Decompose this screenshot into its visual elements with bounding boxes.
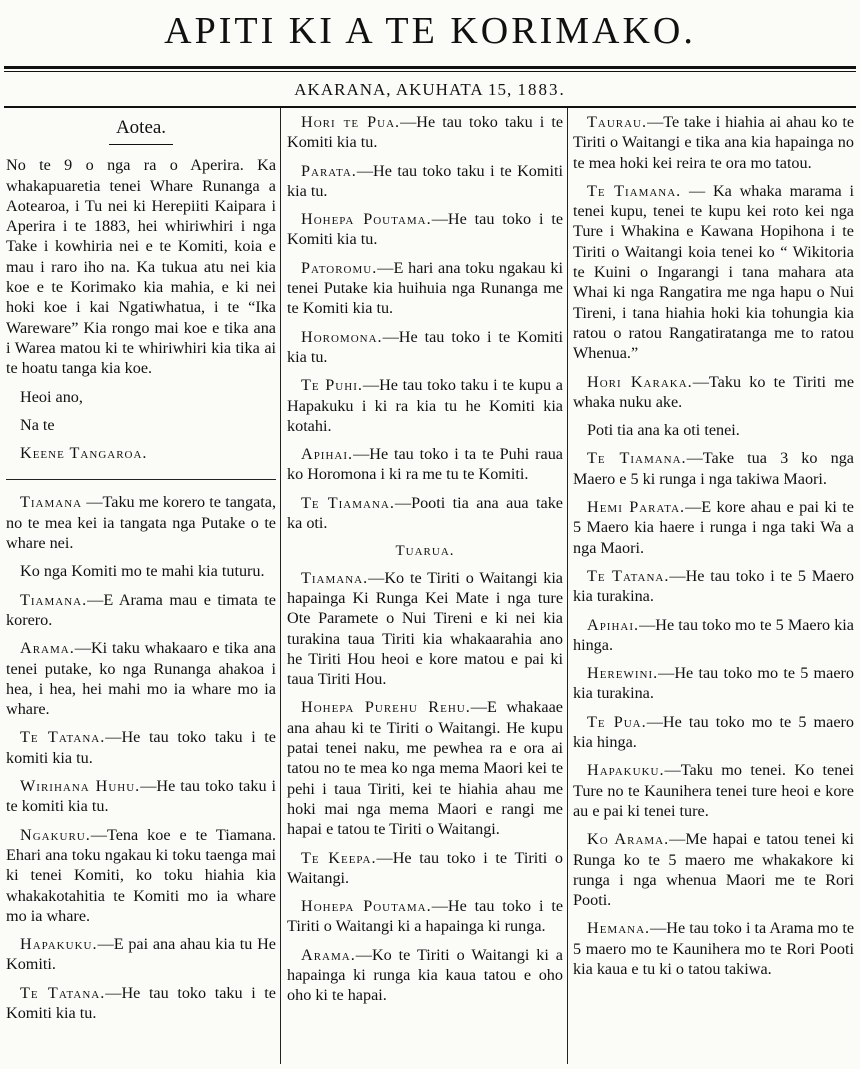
speaker-name: Horomona. (301, 327, 383, 346)
speech-text: —Take tua 3 ko nga Maero e 5 ki runga i nga takiwa Maori. (573, 449, 854, 488)
dateline-place: AKARANA, AKUHATA (294, 80, 483, 99)
speech-text: —He tau toko mo te 5 maero kia turakina. (573, 664, 854, 703)
minutes-list (573, 112, 854, 979)
column-divider (280, 108, 281, 1064)
speaker-name: Te Tiamana. (587, 449, 687, 468)
minutes-entry (573, 497, 854, 558)
speech-text: —E whakaae ana ahau ki te Tiriti o Waitangi. He kupu patai tenei naku, me pewhea ra e ora ai tatou no te mea ko nga mema Maori kei te pehi i taua Tiriti, kei te hiahia ahau me hoki mai nga mema Maori e rangi me hapai e tatou te Tiriti o Waitangi. (287, 698, 563, 839)
masthead-rule (4, 66, 856, 69)
speaker-name: Tiamana. (301, 568, 369, 587)
speaker-name: Arama. (20, 639, 75, 658)
minutes-entry (573, 829, 854, 910)
minutes-entry (287, 493, 563, 534)
minutes-entry (6, 825, 276, 926)
minutes-entry (287, 896, 563, 937)
article-intro: No te 9 o nga ra o Aperira. Ka whakapuaretia tenei Whare Runanga a Aotearoa, i Tu nei ki Herepiiti Kaipara i Aperira i te 1883, hei whiriwhiri i nga Take i kowhiria nei e te Komiti, koia e mau i raro iho na. Ka tukua atu nei kia koe e te Korimako kia mahia, e ki nei hoki koe i kai Ngatiwhatua, i te “Ika Wareware” Kia rongo mai koe e tika ana i Warea matou ki te whiriwhiri kia tika ai te hoatu tanga kia koe. (6, 156, 276, 378)
minutes-list (6, 492, 276, 1023)
speech-text: —Pooti tia ana aua take ka oti. (287, 493, 563, 533)
speaker-name: Hapakuku. (20, 935, 98, 954)
column-2 (287, 112, 563, 1064)
speaker-name: Parata. (301, 161, 357, 180)
speech-text: —He tau toko taku i te komiti kia tu. (6, 728, 276, 767)
speech-text: —He tau toko taku i te Komiti kia tu. (287, 113, 563, 152)
minutes-list (287, 568, 563, 1006)
speech-text: —He tau toko i te Komiti kia tu. (287, 210, 563, 249)
speech-text: —He tau toko mo te 5 maero kia hinga. (573, 712, 854, 752)
heading-rule (109, 144, 173, 145)
signature-name: Keene Tangaroa. (20, 444, 148, 463)
speaker-name: Tiamana (20, 493, 83, 512)
speaker-name: Herewini. (587, 664, 659, 683)
speech-text: —Taku me korero te tangata, no te mea kei ia tangata nga Putake o te whare nei. (6, 493, 276, 553)
minutes-entry (287, 848, 563, 889)
minutes-entry (573, 760, 854, 821)
speaker-name: Ko Arama. (587, 830, 670, 849)
minutes-entry (573, 372, 854, 413)
speech-text: —He tau toko taku i te komiti kia tu. (6, 777, 276, 816)
speaker-name: Te Tatana. (20, 728, 106, 747)
section-subheading: Tuarua. (395, 543, 455, 560)
minutes-entry (287, 209, 563, 250)
speaker-name: Arama. (301, 945, 356, 964)
speech-text: —He tau toko i ta Arama mo te 5 maero mo te Kaunihera mo te Rori Pooti kia kaua e tu ki o tatou takiwa. (573, 919, 854, 978)
article-heading: Aotea. (115, 117, 167, 138)
column-1 (6, 112, 276, 1064)
speech-text: —He tau toko mo te 5 Maero kia hinga. (573, 615, 854, 654)
minutes-entry (287, 161, 563, 202)
masthead-title: APITI KI A TE KORIMAKO. (164, 10, 696, 52)
dateline-rule (4, 106, 856, 108)
minutes-entry (287, 444, 563, 485)
column-3 (573, 112, 854, 1064)
speaker-name: Hemi Parata. (587, 498, 686, 517)
speaker-name: Apihai. (587, 615, 640, 634)
speech-text: —Ki taku whakaaro e tika ana tenei putake, ko nga Runanga ahakoa i hea, i hea, hei mahi mo ia whare mo ia whare. (6, 639, 276, 719)
speaker-name: Hori Karaka. (587, 372, 693, 391)
speaker-name: Te Tiamana. (301, 493, 395, 512)
minutes-entry (573, 566, 854, 607)
speech-text: —Me hapai e tatou tenei ki Runga ko te 5 maero me whakakore ki runga i nga whenua Maori me te Rori Pooti. (573, 830, 854, 910)
minutes-entry (573, 181, 854, 364)
minutes-entry (6, 492, 276, 553)
dateline-day: 15, (487, 80, 513, 99)
speaker-name: Hemana. (587, 919, 651, 938)
speaker-name: Hohepa Purehu Rehu. (301, 698, 471, 717)
minutes-entry (6, 638, 276, 719)
minutes-entry (6, 727, 276, 768)
speaker-name: Hapakuku. (587, 761, 665, 780)
speech-text: —He tau toko i te 5 Maero kia turakina. (573, 566, 854, 606)
minutes-entry (287, 112, 563, 153)
speaker-name: Hohepa Poutama. (301, 210, 432, 229)
speaker-name: Wirihana Huhu. (20, 777, 141, 796)
minutes-entry (287, 258, 563, 319)
speech-text: — Ka whaka marama i tenei kupu, tenei te kupu kei roto kei nga Ture i Whakina e Kawana Hopihona i te Tiriti o Waitangi koia tenei ko “ Wikitoria te Kuini o Ingarangi i tana mahara ata Whai ki nga Rangatira me nga hapu o Nui Tireni, i tana hiahia hoki kia tohungia kia ratou o ratou Rangatiratanga me to ratou Whenua.” (573, 181, 854, 363)
speech-text: —Tena koe e te Tiamana. Ehari ana toku ngakau ki toku taenga mai ki tenei Komiti, ko toku hiahia kia whakakotahitia te Komiti mo ia whare mo ia whare. (6, 825, 276, 925)
speech-text: —E pai ana ahau kia tu He Komiti. (6, 935, 276, 974)
signature-closing: Heoi ano, (20, 387, 83, 406)
speaker-name: Hori te Pua. (301, 113, 401, 131)
speaker-name: Hohepa Poutama. (301, 897, 432, 916)
speaker-name: Taurau. (587, 113, 648, 131)
minutes-entry (573, 663, 854, 704)
minutes-entry (287, 375, 563, 436)
speech-text: —E Arama mau e timata te korero. (6, 590, 276, 629)
speech-text: —Taku ko te Tiriti me whaka nuku ake. (573, 372, 854, 411)
speech-text: —E hari ana toku ngakau ki tenei Putake kia huihuia nga Runanga me te Komiti kia tu. (287, 258, 563, 318)
minutes-entry (287, 327, 563, 368)
minutes-entry (573, 918, 854, 979)
minutes-entry (6, 776, 276, 817)
speech-text: —He tau toko i te Tiriti o Waitangi. (287, 848, 563, 887)
signature-by: Na te (20, 415, 55, 434)
masthead-rule-thin (4, 71, 856, 72)
section-rule (6, 479, 276, 480)
minutes-entry (6, 983, 276, 1024)
speech-text: —Te take i hiahia ai ahau ko te Tiriti o Waitangi e tika ana kia hapainga no te mea hoki kei reira te ora mo tatou. (573, 113, 854, 172)
minutes-entry (573, 712, 854, 753)
speech-text: —He tau toko taku i te Komiti kia tu. (6, 983, 276, 1022)
speech-text: —E kore ahau e pai ki te 5 Maero kia haere i runga i nga taki Wa a nga Maori. (573, 498, 854, 557)
speaker-name: Te Pua. (587, 712, 647, 731)
speaker-name: Apihai. (301, 445, 354, 464)
speech-text: —Ko te Tiriti o Waitangi ki a hapainga ki runga kia kaua tatou e oho oho ki te hapai. (287, 945, 563, 1005)
minutes-entry (287, 568, 563, 690)
minutes-list (287, 112, 563, 533)
speaker-name: Te Keepa. (301, 848, 377, 867)
speech-text: —He tau toko i te Tiriti o Waitangi ki a hapainga ki runga. (287, 897, 563, 936)
speech-text: —He tau toko i ta te Puhi raua ko Horomona i ki ra me tu te Komiti. (287, 445, 563, 484)
minutes-entry (573, 448, 854, 489)
speaker-name: Ngakuru. (20, 825, 91, 844)
minutes-entry (573, 420, 854, 440)
speech-text: Ko nga Komiti mo te mahi kia tuturu. (20, 562, 265, 581)
speaker-name: Te Tiamana. (587, 181, 682, 200)
dateline (0, 80, 860, 100)
speaker-name: Te Tatana. (20, 983, 106, 1002)
minutes-entry (6, 590, 276, 631)
speech-text: Poti tia ana ka oti tenei. (587, 421, 740, 440)
dateline-year: 1883. (517, 80, 566, 99)
minutes-entry (573, 112, 854, 173)
minutes-entry (6, 561, 276, 581)
speaker-name: Tiamana. (20, 590, 88, 609)
minutes-entry (287, 945, 563, 1006)
minutes-entry (573, 615, 854, 656)
speech-text: —He tau toko i te Komiti kia tu. (287, 327, 563, 366)
speaker-name: Te Puhi. (301, 376, 363, 395)
minutes-entry (287, 697, 563, 839)
speech-text: —He tau toko taku i te Komiti kia tu. (287, 161, 563, 200)
column-divider (567, 108, 568, 1064)
minutes-entry (6, 934, 276, 975)
speech-text: —Ko te Tiriti o Waitangi kia hapainga Ki Runga Kei Mate i nga ture Ote Paramete o Nui Tireni e ki nei kia turakina taua Tiriti kia whakaarahia ano he Tiriti Hou heoi e kore matou e pai ki taua Tiriti Hou. (287, 568, 563, 689)
speech-text: —Taku mo tenei. Ko tenei Ture no te Kaunihera tenei ture heoi e kore au e pai ki tenei ture. (573, 761, 854, 820)
speaker-name: Te Tatana. (587, 566, 670, 585)
speech-text: —He tau toko taku i te kupu a Hapakuku i ki ra kia tu he Komiti kia kotahi. (287, 376, 563, 435)
speaker-name: Patoromu. (301, 258, 378, 277)
